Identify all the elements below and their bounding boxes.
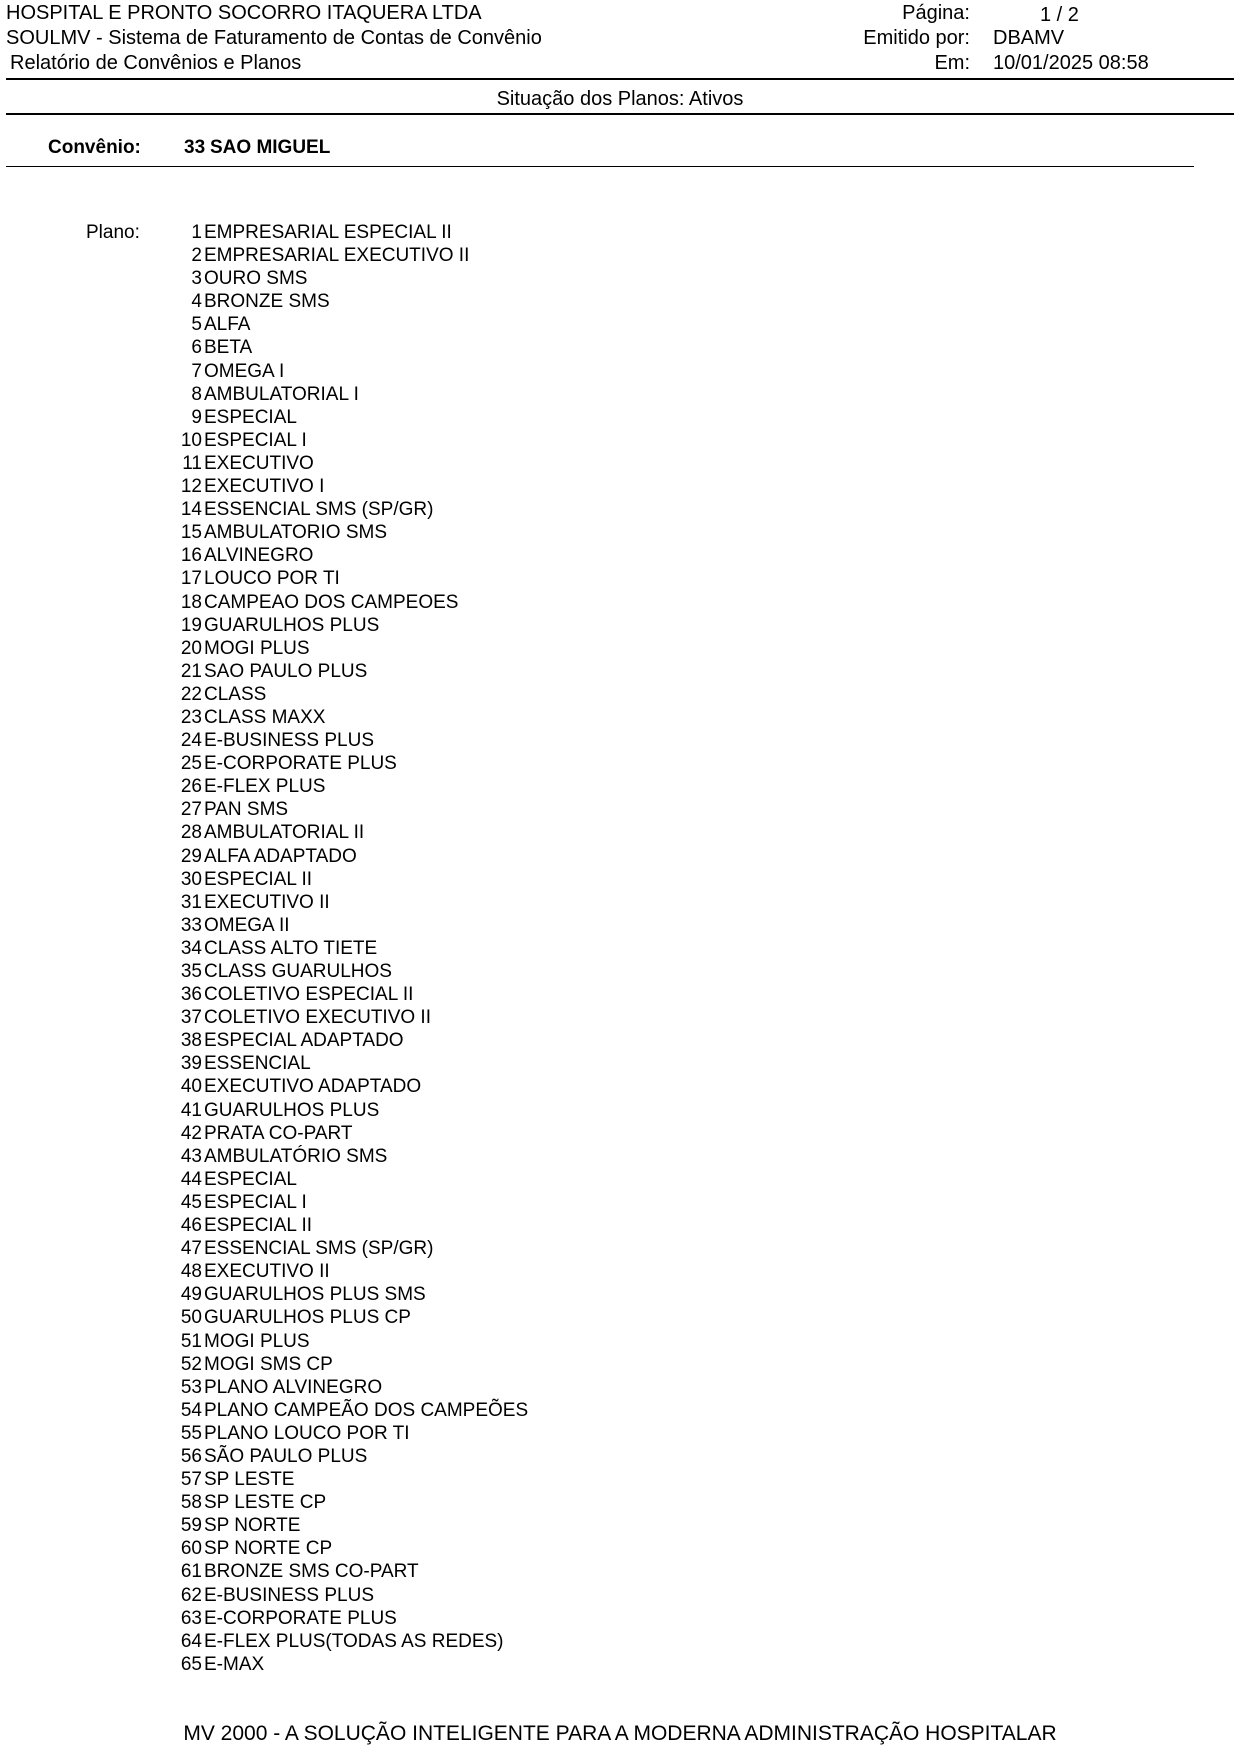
plan-row xyxy=(160,891,528,914)
plan-number: 19 xyxy=(180,614,202,636)
plan-name: OMEGA II xyxy=(204,914,290,936)
convenio-name: SAO MIGUEL xyxy=(210,137,331,158)
plan-row xyxy=(160,775,528,798)
plan-name: ESSENCIAL SMS (SP/GR) xyxy=(204,1238,434,1260)
plan-name: AMBULATORIAL I xyxy=(204,383,359,405)
plan-number: 65 xyxy=(180,1653,202,1675)
plan-row xyxy=(160,637,528,660)
plan-name: CLASS ALTO TIETE xyxy=(204,937,378,959)
plan-name: SP NORTE CP xyxy=(204,1538,333,1560)
header-divider xyxy=(6,78,1234,80)
plan-row xyxy=(160,544,528,567)
plan-row xyxy=(160,798,528,821)
plan-row xyxy=(160,1607,528,1630)
plan-name: E-FLEX PLUS xyxy=(204,776,326,798)
plan-number: 16 xyxy=(180,545,202,567)
plan-row xyxy=(160,1399,528,1422)
convenio-code: 33 xyxy=(184,137,206,158)
plan-name: ESSENCIAL SMS (SP/GR) xyxy=(204,499,434,521)
plan-number: 60 xyxy=(180,1538,202,1560)
plan-name: PLANO CAMPEÃO DOS CAMPEÕES xyxy=(204,1399,529,1421)
plan-number: 15 xyxy=(180,522,202,544)
plan-number: 50 xyxy=(180,1307,202,1329)
plan-number: 25 xyxy=(180,753,202,775)
plan-name: BRONZE SMS xyxy=(204,291,330,313)
plan-name: ALVINEGRO xyxy=(204,545,314,567)
plan-number: 46 xyxy=(180,1215,202,1237)
plan-number: 4 xyxy=(191,291,202,313)
plan-row xyxy=(160,221,528,244)
plans-label: Plano: xyxy=(86,222,140,243)
plan-number: 29 xyxy=(180,845,202,867)
plan-row xyxy=(160,706,528,729)
situation-title: Situação dos Planos: Ativos xyxy=(496,88,744,110)
plan-name: SÃO PAULO PLUS xyxy=(204,1445,368,1467)
plan-row xyxy=(160,960,528,983)
plan-row xyxy=(160,1560,528,1583)
plan-name: ESPECIAL II xyxy=(204,1215,313,1237)
plan-number: 64 xyxy=(180,1630,202,1652)
plan-name: SP NORTE xyxy=(204,1515,301,1537)
plan-row xyxy=(160,1422,528,1445)
plan-number: 55 xyxy=(180,1422,202,1444)
plan-name: CLASS MAXX xyxy=(204,706,326,728)
plan-row xyxy=(160,290,528,313)
plan-row xyxy=(160,1006,528,1029)
plan-number: 63 xyxy=(180,1607,202,1629)
plan-number: 9 xyxy=(191,406,202,428)
plan-name: E-BUSINESS PLUS xyxy=(204,730,374,752)
plan-name: ESPECIAL ADAPTADO xyxy=(204,1030,404,1052)
convenio-divider xyxy=(6,166,1194,167)
date-value: 10/01/2025 08:58 xyxy=(993,52,1149,74)
plan-name: EXECUTIVO xyxy=(204,452,314,474)
plan-number: 24 xyxy=(180,730,202,752)
plan-number: 52 xyxy=(180,1353,202,1375)
plan-row xyxy=(160,729,528,752)
plan-number: 62 xyxy=(180,1584,202,1606)
plan-name: EMPRESARIAL EXECUTIVO II xyxy=(204,245,470,267)
plan-number: 18 xyxy=(180,591,202,613)
plan-name: OURO SMS xyxy=(204,268,308,290)
plan-row xyxy=(160,360,528,383)
plan-name: LOUCO POR TI xyxy=(204,568,340,590)
plan-number: 49 xyxy=(180,1284,202,1306)
plan-number: 28 xyxy=(180,822,202,844)
plan-row xyxy=(160,1537,528,1560)
plan-row xyxy=(160,313,528,336)
plan-row xyxy=(160,267,528,290)
plan-number: 10 xyxy=(180,429,202,451)
plan-number: 3 xyxy=(191,268,202,290)
plan-number: 56 xyxy=(180,1445,202,1467)
plan-row xyxy=(160,1075,528,1098)
plan-row xyxy=(160,429,528,452)
plan-name: EXECUTIVO II xyxy=(204,891,330,913)
plan-name: SAO PAULO PLUS xyxy=(204,660,368,682)
plan-number: 31 xyxy=(180,891,202,913)
issued-by-value: DBAMV xyxy=(993,27,1065,49)
plan-name: AMBULATORIAL II xyxy=(204,822,365,844)
plan-number: 7 xyxy=(191,360,202,382)
plan-name: SP LESTE xyxy=(204,1469,295,1491)
plan-name: COLETIVO ESPECIAL II xyxy=(204,984,414,1006)
plan-name: CAMPEAO DOS CAMPEOES xyxy=(204,591,459,613)
plan-name: GUARULHOS PLUS xyxy=(204,1099,380,1121)
plan-name: EMPRESARIAL ESPECIAL II xyxy=(204,222,452,243)
plan-number: 20 xyxy=(180,637,202,659)
plan-row xyxy=(160,1122,528,1145)
plan-row xyxy=(160,591,528,614)
situation-divider xyxy=(6,113,1234,115)
plan-number: 5 xyxy=(191,314,202,336)
plan-row xyxy=(160,1445,528,1468)
plan-name: E-CORPORATE PLUS xyxy=(204,753,397,775)
plan-number: 39 xyxy=(180,1053,202,1075)
plan-row xyxy=(160,1468,528,1491)
system-name: SOULMV - Sistema de Faturamento de Contas de Convênio xyxy=(6,27,542,49)
plan-row xyxy=(160,498,528,521)
issued-by-label: Emitido por: xyxy=(863,27,970,49)
plan-name: COLETIVO EXECUTIVO II xyxy=(204,1007,431,1029)
plan-number: 54 xyxy=(180,1399,202,1421)
plan-number: 12 xyxy=(180,476,202,498)
plan-row xyxy=(160,1376,528,1399)
plan-row xyxy=(160,383,528,406)
date-label: Em: xyxy=(934,52,970,74)
plan-name: ESPECIAL xyxy=(204,1168,297,1190)
plan-name: GUARULHOS PLUS CP xyxy=(204,1307,411,1329)
plan-row xyxy=(160,1145,528,1168)
plan-name: MOGI SMS CP xyxy=(204,1353,333,1375)
plan-row xyxy=(160,406,528,429)
plan-row xyxy=(160,914,528,937)
plan-number: 30 xyxy=(180,868,202,890)
plan-row xyxy=(160,475,528,498)
plan-row xyxy=(160,1191,528,1214)
plan-number: 53 xyxy=(180,1376,202,1398)
plan-number: 1 xyxy=(191,222,202,243)
plan-number: 33 xyxy=(180,914,202,936)
plan-number: 22 xyxy=(180,683,202,705)
plan-row xyxy=(160,1630,528,1653)
plan-name: CLASS GUARULHOS xyxy=(204,961,392,982)
plan-name: EXECUTIVO II xyxy=(204,1261,330,1283)
plan-number: 26 xyxy=(180,776,202,798)
plan-row xyxy=(160,1584,528,1607)
plan-row xyxy=(160,1099,528,1122)
plan-name: AMBULATÓRIO SMS xyxy=(204,1145,388,1167)
plan-number: 58 xyxy=(180,1492,202,1514)
page-value: 1 / 2 xyxy=(1040,4,1079,26)
report-title: Relatório de Convênios e Planos xyxy=(10,52,302,74)
plan-number: 59 xyxy=(180,1515,202,1537)
plan-row xyxy=(160,845,528,868)
plan-number: 27 xyxy=(180,799,202,821)
plan-number: 41 xyxy=(180,1099,202,1121)
plan-number: 57 xyxy=(180,1469,202,1491)
plan-row xyxy=(160,1653,528,1676)
plan-row xyxy=(160,660,528,683)
plan-name: ESPECIAL II xyxy=(204,868,313,890)
plan-number: 45 xyxy=(180,1191,202,1213)
plan-number: 21 xyxy=(180,660,202,682)
plan-name: ALFA ADAPTADO xyxy=(204,845,357,867)
plan-row xyxy=(160,1260,528,1283)
plan-row xyxy=(160,1306,528,1329)
plan-row xyxy=(160,452,528,475)
plan-number: 14 xyxy=(180,499,202,521)
plan-name: BRONZE SMS CO-PART xyxy=(204,1561,419,1583)
plan-number: 48 xyxy=(180,1261,202,1283)
plan-name: ESPECIAL I xyxy=(204,1191,307,1213)
plan-number: 43 xyxy=(180,1145,202,1167)
plan-name: E-CORPORATE PLUS xyxy=(204,1607,397,1629)
plan-name: ESSENCIAL xyxy=(204,1053,311,1075)
plan-name: OMEGA I xyxy=(204,360,285,382)
plan-name: E-FLEX PLUS(TODAS AS REDES) xyxy=(204,1630,504,1652)
plan-row xyxy=(160,1283,528,1306)
plan-row xyxy=(160,1353,528,1376)
footer-tagline: MV 2000 - A SOLUÇÃO INTELIGENTE PARA A MODERNA ADMINISTRAÇÃO HOSPITALAR xyxy=(183,1722,1057,1745)
plan-name: AMBULATORIO SMS xyxy=(204,522,387,544)
plan-name: GUARULHOS PLUS SMS xyxy=(204,1284,426,1306)
plan-number: 11 xyxy=(182,452,202,474)
plan-row xyxy=(160,1237,528,1260)
plan-number: 44 xyxy=(180,1168,202,1190)
company-name: HOSPITAL E PRONTO SOCORRO ITAQUERA LTDA xyxy=(6,2,482,24)
plan-row xyxy=(160,521,528,544)
plan-name: E-MAX xyxy=(204,1653,265,1675)
plan-name: PLANO LOUCO POR TI xyxy=(204,1422,410,1444)
plan-row xyxy=(160,1514,528,1537)
plan-number: 17 xyxy=(180,568,202,590)
plan-name: ESPECIAL I xyxy=(204,429,307,451)
plan-row xyxy=(160,1491,528,1514)
plan-row xyxy=(160,683,528,706)
plan-row xyxy=(160,937,528,960)
plan-row xyxy=(160,336,528,359)
plan-number: 23 xyxy=(180,706,202,728)
plan-number: 38 xyxy=(180,1030,202,1052)
plan-name: E-BUSINESS PLUS xyxy=(204,1584,374,1606)
plan-number: 61 xyxy=(180,1561,202,1583)
plan-list xyxy=(160,221,528,1676)
plan-number: 40 xyxy=(180,1076,202,1098)
plan-name: EXECUTIVO ADAPTADO xyxy=(204,1076,422,1098)
convenio-label: Convênio: xyxy=(48,137,141,158)
plan-name: SP LESTE CP xyxy=(204,1492,327,1514)
plan-row xyxy=(160,1168,528,1191)
plan-name: EXECUTIVO I xyxy=(204,476,325,498)
plan-number: 51 xyxy=(180,1330,202,1352)
plan-row xyxy=(160,1214,528,1237)
plan-row xyxy=(160,614,528,637)
plan-name: GUARULHOS PLUS xyxy=(204,614,380,636)
plan-number: 37 xyxy=(180,1007,202,1029)
plan-row xyxy=(160,1330,528,1353)
plan-row xyxy=(160,244,528,267)
plan-row xyxy=(160,1052,528,1075)
plan-number: 47 xyxy=(180,1238,202,1260)
plan-row xyxy=(160,821,528,844)
plan-row xyxy=(160,868,528,891)
plan-number: 6 xyxy=(191,337,202,359)
plan-name: MOGI PLUS xyxy=(204,637,310,659)
plan-row xyxy=(160,1029,528,1052)
plan-number: 8 xyxy=(191,383,202,405)
page-label: Página: xyxy=(902,2,970,24)
plan-number: 35 xyxy=(180,961,202,982)
plan-number: 2 xyxy=(191,245,202,267)
plan-number: 34 xyxy=(180,937,202,959)
plan-name: PAN SMS xyxy=(204,799,289,821)
plan-name: MOGI PLUS xyxy=(204,1330,310,1352)
plan-row xyxy=(160,983,528,1006)
plan-name: ALFA xyxy=(204,314,251,336)
plan-number: 36 xyxy=(180,984,202,1006)
plan-number: 42 xyxy=(180,1122,202,1144)
plan-name: PRATA CO-PART xyxy=(204,1122,353,1144)
plan-row xyxy=(160,752,528,775)
plan-name: CLASS xyxy=(204,683,267,705)
plan-name: PLANO ALVINEGRO xyxy=(204,1376,383,1398)
plan-row xyxy=(160,567,528,590)
plan-name: BETA xyxy=(204,337,253,359)
plan-name: ESPECIAL xyxy=(204,406,297,428)
